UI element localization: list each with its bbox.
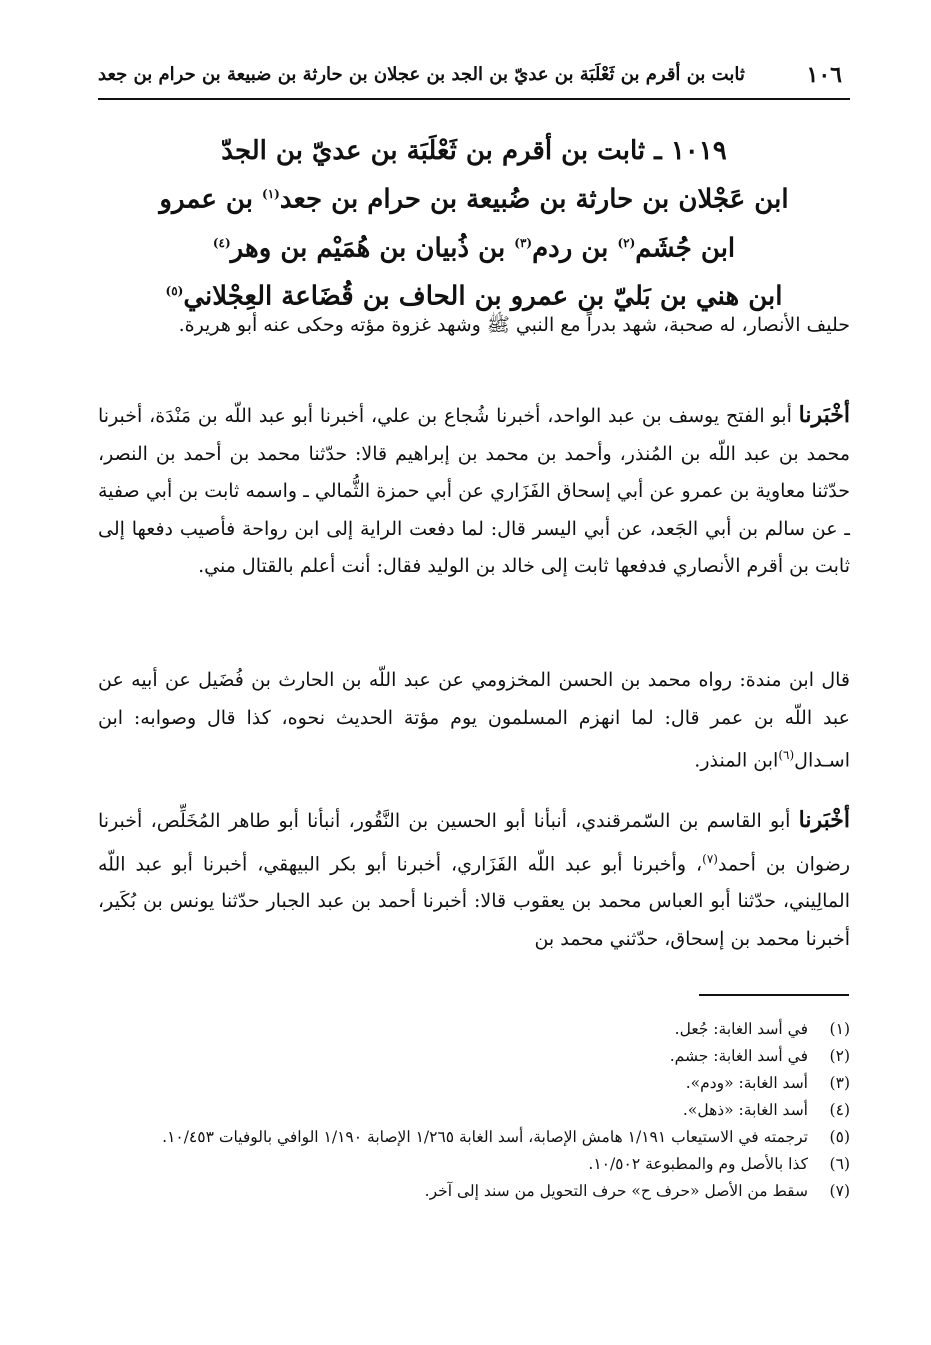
- entry-title-text: ابن جُشَم: [635, 233, 736, 264]
- footnote-text: كذا بالأصل وم والمطبوعة ١٠/٥٠٢.: [588, 1155, 808, 1173]
- paragraph-text: قال ابن مندة: رواه محمد بن الحسن المخزومي عن عبد اللّه بن الحارث بن فُضَيل عن أبيه عن عبد اللّه بن عمر قال: لما انهزم المسلمون يوم مؤتة الحديث نحوه، كذا قال وصوابه: ابن اسـدال: [98, 669, 850, 772]
- isnad-paragraph-3: [98, 802, 850, 958]
- footnotes: [98, 1016, 850, 1205]
- entry-title-text: بن عمرو: [159, 184, 253, 215]
- paragraph-text: ابن المنذر.: [694, 749, 779, 772]
- isnad-paragraph-1: [98, 397, 850, 586]
- footnote-text: في أسد الغابة: جُعل.: [674, 1020, 808, 1038]
- entry-title-line: [98, 222, 850, 271]
- entry-title-text: ابن هني بن بَليّ بن عمرو بن الحاف بن قُضَاعة العِجْلاني: [183, 281, 783, 312]
- footnote-rule: [699, 994, 849, 996]
- isnad-paragraph-2: [98, 662, 850, 780]
- page-number: ١٠٦: [806, 62, 842, 88]
- footnote-ref: (١): [262, 187, 280, 201]
- footnote: [98, 1124, 850, 1151]
- footnote-number: (٤): [829, 1101, 850, 1119]
- footnote-number: (٧): [829, 1182, 850, 1200]
- paragraph-text: ، وأخبرنا أبو عبد اللّه الفَزَاري، أخبرنا أبو بكر البيهقي، أخبرنا أبو عبد اللّه المالِيني، حدّثنا أبو العباس محمد بن يعقوب قالا: أخبرنا أحمد بن عبد الجبار حدّثنا يونس بن بُكَير، أخبرنا محمد بن إسحاق، حدّثني محمد بن: [98, 852, 850, 950]
- paragraph-text: أبو القاسم بن السّمرقندي، أنبأنا أبو الحسين بن النَّقُور، أنبأنا أبو طاهر المُخَلِّص، أخبرنا رضوان بن أحمد: [98, 810, 851, 875]
- paragraph-text: أبو الفتح يوسف بن عبد الواحد، أخبرنا شُجاع بن علي، أخبرنا أبو عبد اللّه بن مَنْدَة، أخبرنا محمد بن عبد اللّه بن المُنذر، وأحمد بن محمد بن إبراهيم قالا: حدّثنا محمد بن أحمد بن النصر، حدّثنا معاوية بن عمرو عن أبي إسحاق الفَزَاري عن أبي حمزة الثُّمالي ـ واسمه ثابت بن أبي صفية ـ عن سالم بن أبي الجَعد، عن أبي اليسر قال: لما دفعت الراية إلى ابن رواحة فأصيب دفعها إلى ثابت بن أقرم الأنصاري فدفعها ثابت إلى خالد بن الوليد فقال: أنت أعلم بالقتال مني.: [98, 405, 850, 577]
- footnote-text: أسد الغابة: «ودم».: [685, 1074, 808, 1092]
- entry-title: [98, 130, 850, 319]
- footnote-text: في أسد الغابة: جشم.: [669, 1047, 808, 1065]
- footnote-ref: (٦): [778, 748, 795, 762]
- footnote-ref: (٤): [212, 235, 231, 250]
- footnote: [98, 1097, 850, 1124]
- footnote-ref: (٣): [514, 235, 533, 250]
- footnote-ref: (٥): [165, 284, 184, 299]
- footnote-text: أسد الغابة: «ذهل».: [682, 1101, 808, 1119]
- running-header: [98, 60, 850, 96]
- lead-word: أخْبَرنا: [798, 402, 850, 428]
- footnote-number: (٥): [829, 1128, 850, 1146]
- footnote-number: (٣): [829, 1074, 850, 1092]
- entry-title-text: بن ردم: [532, 233, 609, 264]
- footnote-number: (١): [829, 1020, 850, 1038]
- lead-word: أخْبَرنا: [798, 807, 850, 833]
- header-rule: [98, 98, 850, 100]
- entry-title-text: بن ذُبيان بن هُمَيْم بن وهر: [230, 233, 506, 264]
- footnote: [98, 1151, 850, 1178]
- footnote-number: (٢): [829, 1047, 850, 1065]
- footnote-text: سقط من الأصل «حرف ح» حرف التحويل من سند إلى آخر.: [424, 1182, 808, 1200]
- entry-title-text: ابن عَجْلان بن حارثة بن ضُبيعة بن حرام بن جعد: [279, 184, 789, 215]
- intro-paragraph: [98, 307, 850, 345]
- footnote: [98, 1043, 850, 1070]
- paragraph-text: حليف الأنصار، له صحبة، شهد بدراً مع النبي ﷺ وشهد غزوة مؤته وحكى عنه أبو هريرة.: [178, 314, 850, 336]
- entry-title-text: ١٠١٩ ـ ثابت بن أقرم بن ثَعْلَبَة بن عديّ بن الجدّ: [221, 136, 727, 166]
- footnote: [98, 1016, 850, 1043]
- entry-title-line: [98, 130, 850, 173]
- footnote-ref: (٧): [702, 851, 718, 866]
- footnote-ref: (٢): [617, 235, 636, 250]
- footnote-text: ترجمته في الاستيعاب ١/١٩١ هامش الإصابة، أسد الغابة ١/٢٦٥ الإصابة ١/١٩٠ الوافي بالوفيات ١٠/٤٥٣.: [162, 1128, 808, 1146]
- footnote-number: (٦): [829, 1155, 850, 1173]
- footnote: [98, 1178, 850, 1205]
- footnote: [98, 1070, 850, 1097]
- running-title: ثابت بن أقرم بن ثَعْلَبَة بن عديّ بن الجد بن عجلان بن حارثة بن ضبيعة بن حرام بن جعد: [98, 64, 745, 85]
- entry-title-line: [98, 173, 850, 222]
